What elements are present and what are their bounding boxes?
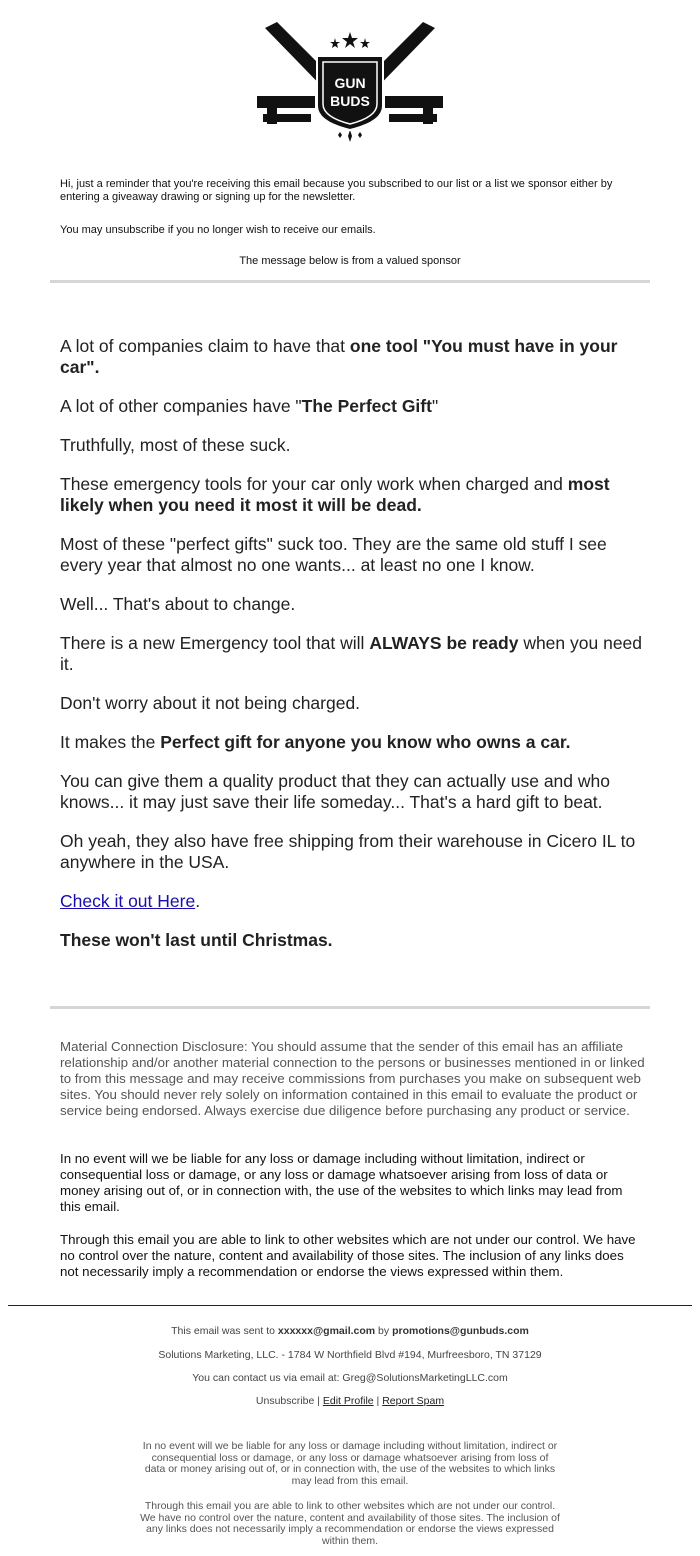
message-paragraph <box>60 732 645 753</box>
message-paragraph <box>60 336 645 378</box>
text: It makes the <box>60 732 161 752</box>
message-paragraph <box>60 474 645 516</box>
text: These emergency tools for your car only work when charged and <box>60 474 568 494</box>
sender-email: promotions@gunbuds.com <box>392 1325 529 1337</box>
unsubscribe-link[interactable]: Unsubscribe <box>255 1395 315 1407</box>
emphasis: Perfect gift for anyone you know who owns a car. <box>160 732 571 752</box>
message-paragraph: You can give them a quality product that they can actually use and who knows... it may just save their life someday... That's a hard gift to beat. <box>60 771 610 812</box>
message-paragraph <box>60 891 645 912</box>
text: A lot of companies claim to have that <box>60 336 350 356</box>
sent-to-line <box>0 1325 700 1337</box>
subscription-reminder: Hi, just a reminder that you're receiving this email because you subscribed to our list or a list we sponsor either by entering a giveaway drawing or signing up for the newsletter. <box>60 178 613 203</box>
message-paragraph: Don't worry about it not being charged. <box>60 693 361 713</box>
recipient-email: xxxxxx@gmail.com <box>277 1325 376 1337</box>
text: " <box>431 396 439 416</box>
separator: | <box>314 1395 323 1407</box>
footer-links <box>0 1395 700 1407</box>
message-paragraph: Truthfully, most of these suck. <box>60 435 291 455</box>
divider-top <box>50 280 650 283</box>
closing-line <box>60 930 645 951</box>
liability-disclaimer: In no event will we be liable for any loss or damage including without limitation, indirect or consequential loss or damage, or any loss or damage whatsoever arising from loss of data or money arising out of, or in connection with, the use of the websites to which links may lead from this email. <box>60 1151 623 1214</box>
report-spam-link[interactable]: Report Spam <box>382 1395 445 1407</box>
gun-buds-logo[interactable] <box>0 18 700 148</box>
text: There is a new Emergency tool that will <box>60 633 370 653</box>
footer-links-disclaimer: Through this email you are able to link to other websites which are not under our control. We have no control over the nature, content and availability of those sites. The inclusion of any links does not necessarily imply a recommendation or endorse the views expressed within them. <box>140 1500 560 1547</box>
message-paragraph: Well... That's about to change. <box>60 594 296 614</box>
logo-emblem <box>255 18 445 148</box>
logo-text-buds: BUDS <box>330 93 370 109</box>
message-paragraph: Oh yeah, they also have free shipping from their warehouse in Cicero IL to anywhere in the USA. <box>60 831 636 872</box>
mailing-address: Solutions Marketing, LLC. - 1784 W Northfield Blvd #194, Murfreesboro, TN 37129 <box>158 1349 542 1361</box>
message-paragraph <box>60 396 645 417</box>
check-it-out-link[interactable]: Check it out Here <box>60 891 196 911</box>
material-disclosure: Material Connection Disclosure: You should assume that the sender of this email has an affiliate relationship and/or another material connection to the persons or businesses mentioned in or linked to from this message and may receive commissions from purchases you make on subsequent web sites. You should never rely solely on information contained in this email to evaluate the product or service being endorsed. Always exercise due diligence before purchasing any product or service. <box>60 1039 645 1118</box>
emphasis: These won't last until Christmas. <box>60 930 333 950</box>
message-paragraph <box>60 633 645 675</box>
logo-text-gun: GUN <box>334 75 366 91</box>
sponsor-note: The message below is from a valued sponsor <box>239 255 461 267</box>
message-paragraph: Most of these "perfect gifts" suck too. They are the same old stuff I see every year that almost no one wants... at least no one I know. <box>60 534 607 575</box>
contact-line: You can contact us via email at: Greg@SolutionsMarketingLLC.com <box>192 1372 508 1384</box>
separator: | <box>373 1395 383 1407</box>
emphasis: ALWAYS be ready <box>369 633 519 653</box>
emphasis: most likely when you need it most it will be dead. <box>60 474 610 515</box>
text: A lot of other companies have " <box>60 396 302 416</box>
emphasis: The Perfect Gift <box>301 396 432 416</box>
text: This email was sent to <box>171 1325 278 1337</box>
text: when you need it. <box>60 633 643 674</box>
text: . <box>195 891 201 911</box>
emphasis: one tool "You must have in your car". <box>60 336 618 377</box>
footer-liability-disclaimer: In no event will we be liable for any loss or damage including without limitation, indirect or consequential loss or damage, or any loss or damage whatsoever arising from loss of data or money arising out of, or in connection with, the use of the websites to which links may lead from this email. <box>142 1440 558 1487</box>
unsubscribe-note: You may unsubscribe if you no longer wish to receive our emails. <box>60 224 376 236</box>
text: by <box>375 1325 393 1337</box>
footer-divider <box>8 1305 692 1306</box>
external-links-disclaimer: Through this email you are able to link to other websites which are not under our control. We have no control over the nature, content and availability of those sites. The inclusion of any links does not necessarily imply a recommendation or endorse the views expressed within them. <box>60 1232 636 1279</box>
divider-bottom <box>50 1006 650 1009</box>
sponsor-message <box>60 336 645 969</box>
edit-profile-link[interactable]: Edit Profile <box>322 1395 374 1407</box>
